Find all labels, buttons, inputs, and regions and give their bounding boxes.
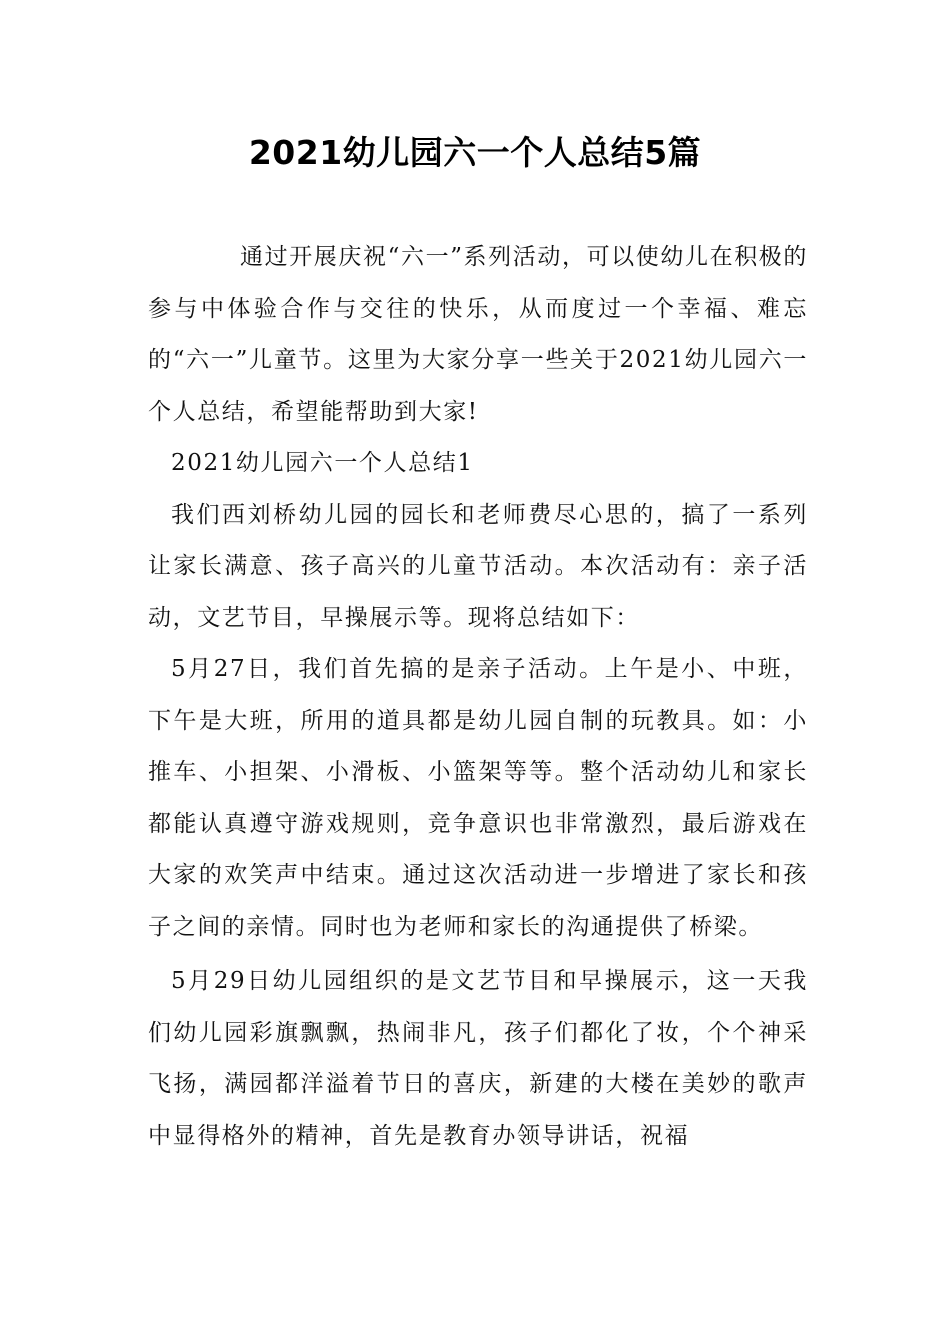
body-paragraph-3: 5月29日幼儿园组织的是文艺节目和早操展示，这一天我们幼儿园彩旗飘飘，热闹非凡，孩子们都化了妆，个个神采飞扬，满园都洋溢着节日的喜庆，新建的大楼在美妙的歌声中显得格外的精神，首先是教育办领导讲话，祝福 [148,968,808,1149]
body-paragraph-1: 我们西刘桥幼儿园的园长和老师费尽心思的，搞了一系列让家长满意、孩子高兴的儿童节活动。本次活动有：亲子活动，文艺节目，早操展示等。现将总结如下： [148,501,808,631]
intro-paragraph: 通过开展庆祝“六一”系列活动，可以使幼儿在积极的参与中体验合作与交往的快乐，从而度过一个幸福、难忘的“六一”儿童节。这里为大家分享一些关于2021幼儿园六一个人总结，希望能帮助到大家! [148,244,808,425]
document-body [148,232,808,1162]
body-paragraph-2: 5月27日，我们首先搞的是亲子活动。上午是小、中班，下午是大班，所用的道具都是幼儿园自制的玩教具。如：小推车、小担架、小滑板、小篮架等等。整个活动幼儿和家长都能认真遵守游戏规则，竞争意识也非常激烈，最后游戏在大家的欢笑声中结束。通过这次活动进一步增进了家长和孩子之间的亲情。同时也为老师和家长的沟通提供了桥梁。 [148,656,808,940]
section-heading: 2021幼儿园六一个人总结1 [171,450,474,476]
document-title: 2021幼儿园六一个人总结5篇 [248,133,702,172]
